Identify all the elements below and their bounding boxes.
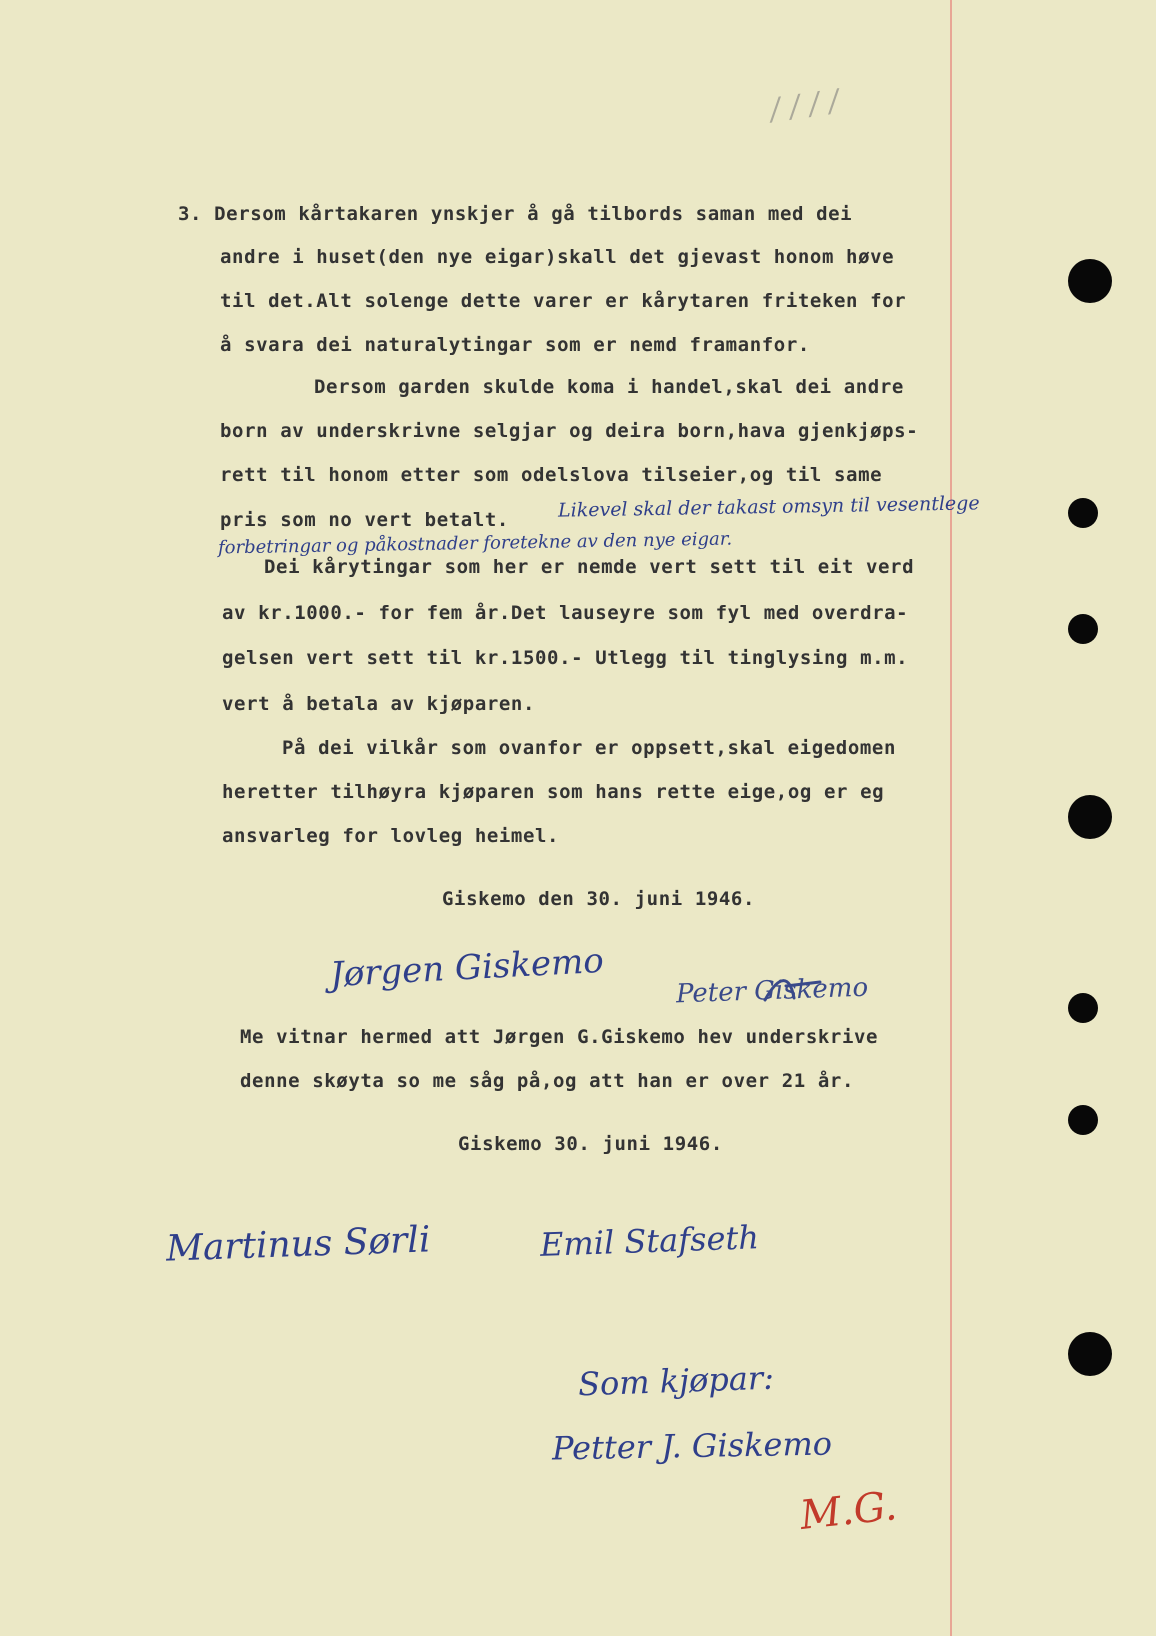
signature-seller: Jørgen Giskemo <box>329 940 605 996</box>
typed-line: gelsen vert sett til kr.1500.- Utlegg til tinglysing m.m. <box>222 647 909 669</box>
typed-line: andre i huset(den nye eigar)skall det gjevast honom høve <box>220 246 895 268</box>
signature-overstrike <box>760 968 840 1008</box>
stray-pencil-marks: / / / / <box>767 83 842 128</box>
typed-line: pris som no vert betalt. <box>220 509 509 531</box>
typed-line: rett til honom etter som odelslova tilseier,og til same <box>220 464 883 486</box>
margin-line <box>950 0 952 1636</box>
typed-line: born av underskrivne selgjar og deira born,hava gjenkjøps- <box>220 420 919 442</box>
handwritten-insertion: Likevel skal der takast omsyn til vesentlege <box>557 492 980 522</box>
initials: M.G. <box>797 1483 900 1539</box>
buyer-label: Som kjøpar: <box>577 1358 775 1404</box>
punch-hole <box>1068 259 1112 303</box>
typed-line: av kr.1000.- for fem år.Det lauseyre som fyl med overdra- <box>222 602 909 624</box>
punch-hole <box>1068 1105 1098 1135</box>
punch-hole <box>1068 993 1098 1023</box>
punch-hole <box>1068 498 1098 528</box>
date-line: Giskemo den 30. juni 1946. <box>442 888 756 910</box>
typed-line: På dei vilkår som ovanfor er oppsett,skal eigedomen <box>282 737 896 759</box>
typed-line: heretter tilhøyra kjøparen som hans rette eige,og er eg <box>222 781 885 803</box>
typed-line: ansvarleg for lovleg heimel. <box>222 825 560 847</box>
signature-witness2: Emil Stafseth <box>539 1218 760 1264</box>
handwritten-insertion: forbetringar og påkostnader foretekne av den nye eigar. <box>217 528 733 559</box>
punch-hole <box>1068 795 1112 839</box>
signature-buyer: Petter J. Giskemo <box>551 1424 833 1468</box>
typed-line: Dersom garden skulde koma i handel,skal dei andre <box>314 376 904 398</box>
typed-line: til det.Alt solenge dette varer er kårytaren friteken for <box>220 290 907 312</box>
typed-line: Me vitnar hermed att Jørgen G.Giskemo hev underskrive <box>240 1026 879 1048</box>
punch-hole <box>1068 614 1098 644</box>
typed-line: 3. Dersom kårtakaren ynskjer å gå tilbords saman med dei <box>178 203 853 225</box>
typed-line: vert å betala av kjøparen. <box>222 693 536 715</box>
typed-line: denne skøyta so me såg på,og att han er over 21 år. <box>240 1070 854 1092</box>
date-line: Giskemo 30. juni 1946. <box>458 1133 723 1155</box>
signature-peter: Peter Giskemo <box>675 972 869 1010</box>
typed-line: å svara dei naturalytingar som er nemd framanfor. <box>220 334 810 356</box>
punch-hole <box>1068 1332 1112 1376</box>
typed-line: Dei kårytingar som her er nemde vert sett til eit verd <box>264 556 915 578</box>
signature-witness1: Martinus Sørli <box>165 1219 432 1270</box>
